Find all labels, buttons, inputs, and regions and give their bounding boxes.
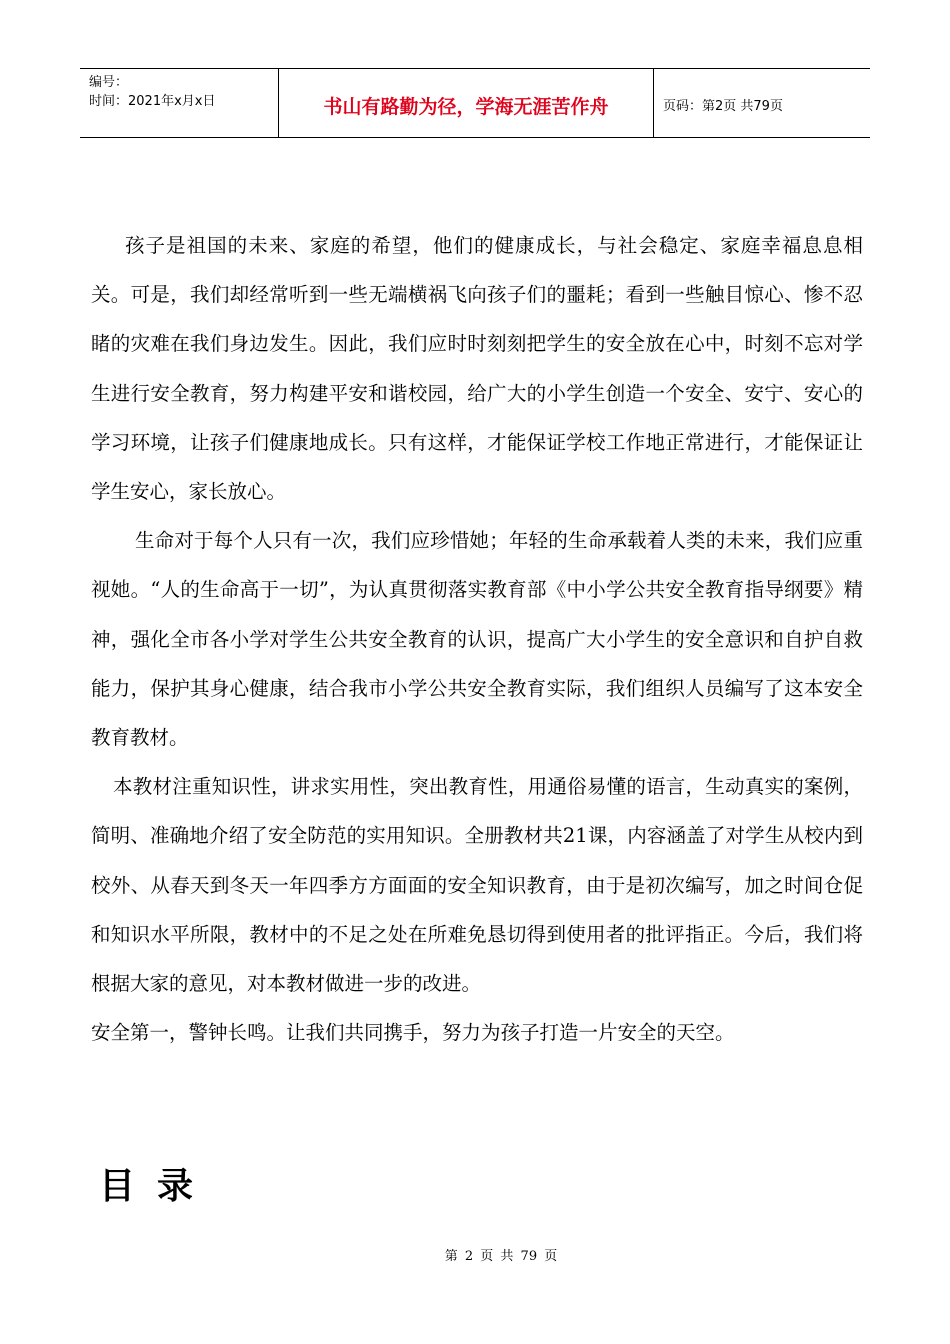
page-header — [80, 68, 870, 138]
header-motto: 书山有路勤为径，学海无涯苦作舟 — [279, 69, 654, 137]
header-meta — [80, 69, 279, 137]
toc-title: 目录 — [99, 1166, 216, 1207]
paragraph-2: 生命对于每个人只有一次，我们应珍惜她；年轻的生命承载着人类的未来，我们应重视她。“人的生命高于一切”，为认真贯彻落实教育部《中小学公共安全教育指导纲要》精神，强化全市各小学对学生公共安全教育的认识，提高广大小学生的安全意识和自护自救能力，保护其身心健康，结合我市小学公共安全教育实际，我们组织人员编写了这本安全教育教材。 — [91, 529, 863, 750]
body-text — [91, 221, 863, 1057]
document-number-label: 编号： — [89, 75, 129, 90]
page-footer: 第 2 页 共 79 页 — [444, 1249, 558, 1264]
paragraph-4: 安全第一，警钟长鸣。让我们共同携手，努力为孩子打造一片安全的天空。 — [91, 1021, 735, 1045]
header-page-info: 页码：第2页 共79页 — [663, 98, 783, 114]
paragraph-3: 本教材注重知识性，讲求实用性，突出教育性，用通俗易懂的语言，生动真实的案例，简明、准确地介绍了安全防范的实用知识。全册教材共21课，内容涵盖了对学生从校内到校外、从春天到冬天一年四季方方面面的安全知识教育，由于是初次编写，加之时间仓促和知识水平所限，教材中的不足之处在所难免恳切得到使用者的批评指正。今后，我们将根据大家的意见，对本教材做进一步的改进。 — [91, 775, 863, 996]
paragraph-1: 孩子是祖国的未来、家庭的希望，他们的健康成长，与社会稳定、家庭幸福息息相关。可是，我们却经常听到一些无端横祸飞向孩子们的噩耗；看到一些触目惊心、惨不忍睹的灾难在我们身边发生。因此，我们应时时刻刻把学生的安全放在心中，时刻不忘对学生进行安全教育，努力构建平安和谐校园，给广大的小学生创造一个安全、安宁、安心的学习环境，让孩子们健康地成长。只有这样，才能保证学校工作地正常进行，才能保证让学生安心，家长放心。 — [91, 234, 863, 504]
document-date-label: 时间：2021年x月x日 — [89, 94, 216, 109]
